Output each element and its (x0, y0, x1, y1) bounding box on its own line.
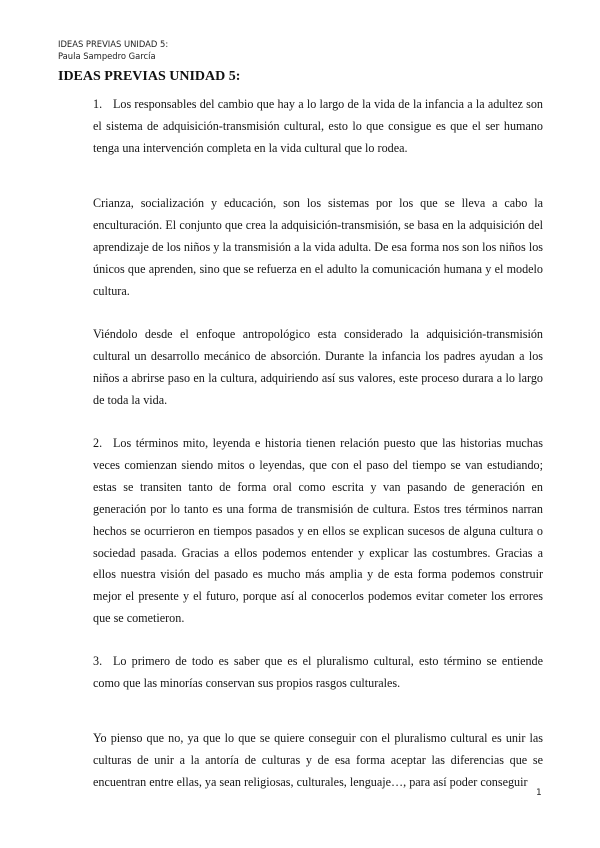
header-title: IDEAS PREVIAS UNIDAD 5: (58, 39, 169, 49)
paragraph-6 (93, 728, 543, 794)
paragraph-text: Crianza, socialización y educación, son los sistemas por los que se lleva a cabo la enculturación. El conjunto que crea la adquisición-transmisión, se basa en la adquisición del aprendizaje de los niños y la transmisión a la vida adulta. De esa forma nos son los niños los únicos que aprenden, sino que se refuerza en el adulto la comunicación humana y el modelo cultura. (93, 196, 543, 298)
page-number: 1 (536, 788, 542, 798)
paragraph-text: Los términos mito, leyenda e historia tienen relación puesto que las historias muchas veces comienzan siendo mitos o leyendas, que con el paso del tiempo se van estudiando; estas se transiten tanto de forma oral como escrita y van pasando de generación en generación por lo tanto es una forma de transmisión de cultura. Estos tres términos narran hechos se ocurrieron en tiempos pasados y en ellos se explican sucesos de alguna cultura o sociedad pasada. Gracias a ellos podemos entender y explicar las costumbres. Gracias a ellos nuestra visión del pasado es mucho más amplia y de esta forma podemos construir mejor el presente y el futuro, porque así al conocerlos podemos evitar cometer los errores que se cometieron. (93, 436, 543, 626)
page-header (58, 38, 168, 62)
document-title: IDEAS PREVIAS UNIDAD 5: (58, 69, 241, 84)
paragraph-text: Lo primero de todo es saber que es el pluralismo cultural, esto término se entiende como que las minorías conservan sus propios rasgos culturales. (93, 654, 543, 690)
paragraph-number: 2. (93, 436, 103, 450)
header-author: Paula Sampedro García (58, 51, 156, 61)
paragraph-text: Viéndolo desde el enfoque antropológico esta considerado la adquisición-transmisión cultural un desarrollo mecánico de absorción. Durante la infancia los padres ayudan a los niños a abrirse paso en la cultura, adquiriendo así sus valores, este proceso durara a lo largo de toda la vida. (93, 327, 543, 407)
paragraph-text: Los responsables del cambio que hay a lo largo de la vida de la infancia a la adultez son el sistema de adquisición-transmisión cultural, esto lo que consigue es que el ser humano tenga una intervención completa en la vida cultural que lo rodea. (93, 97, 543, 155)
paragraph-3 (93, 324, 543, 412)
paragraph-2 (93, 193, 543, 303)
paragraph-4 (93, 433, 543, 630)
paragraph-text: Yo pienso que no, ya que lo que se quiere conseguir con el pluralismo cultural es unir las culturas de unir a la antoría de culturas y de esa forma aceptar las diferencias que se encuentran entre ellas, ya sean religiosas, culturales, lenguaje…, para así poder conseguir (93, 731, 543, 789)
paragraph-1 (93, 94, 543, 160)
paragraph-5 (93, 651, 543, 695)
paragraph-number: 1. (93, 97, 103, 111)
paragraph-number: 3. (93, 654, 103, 668)
